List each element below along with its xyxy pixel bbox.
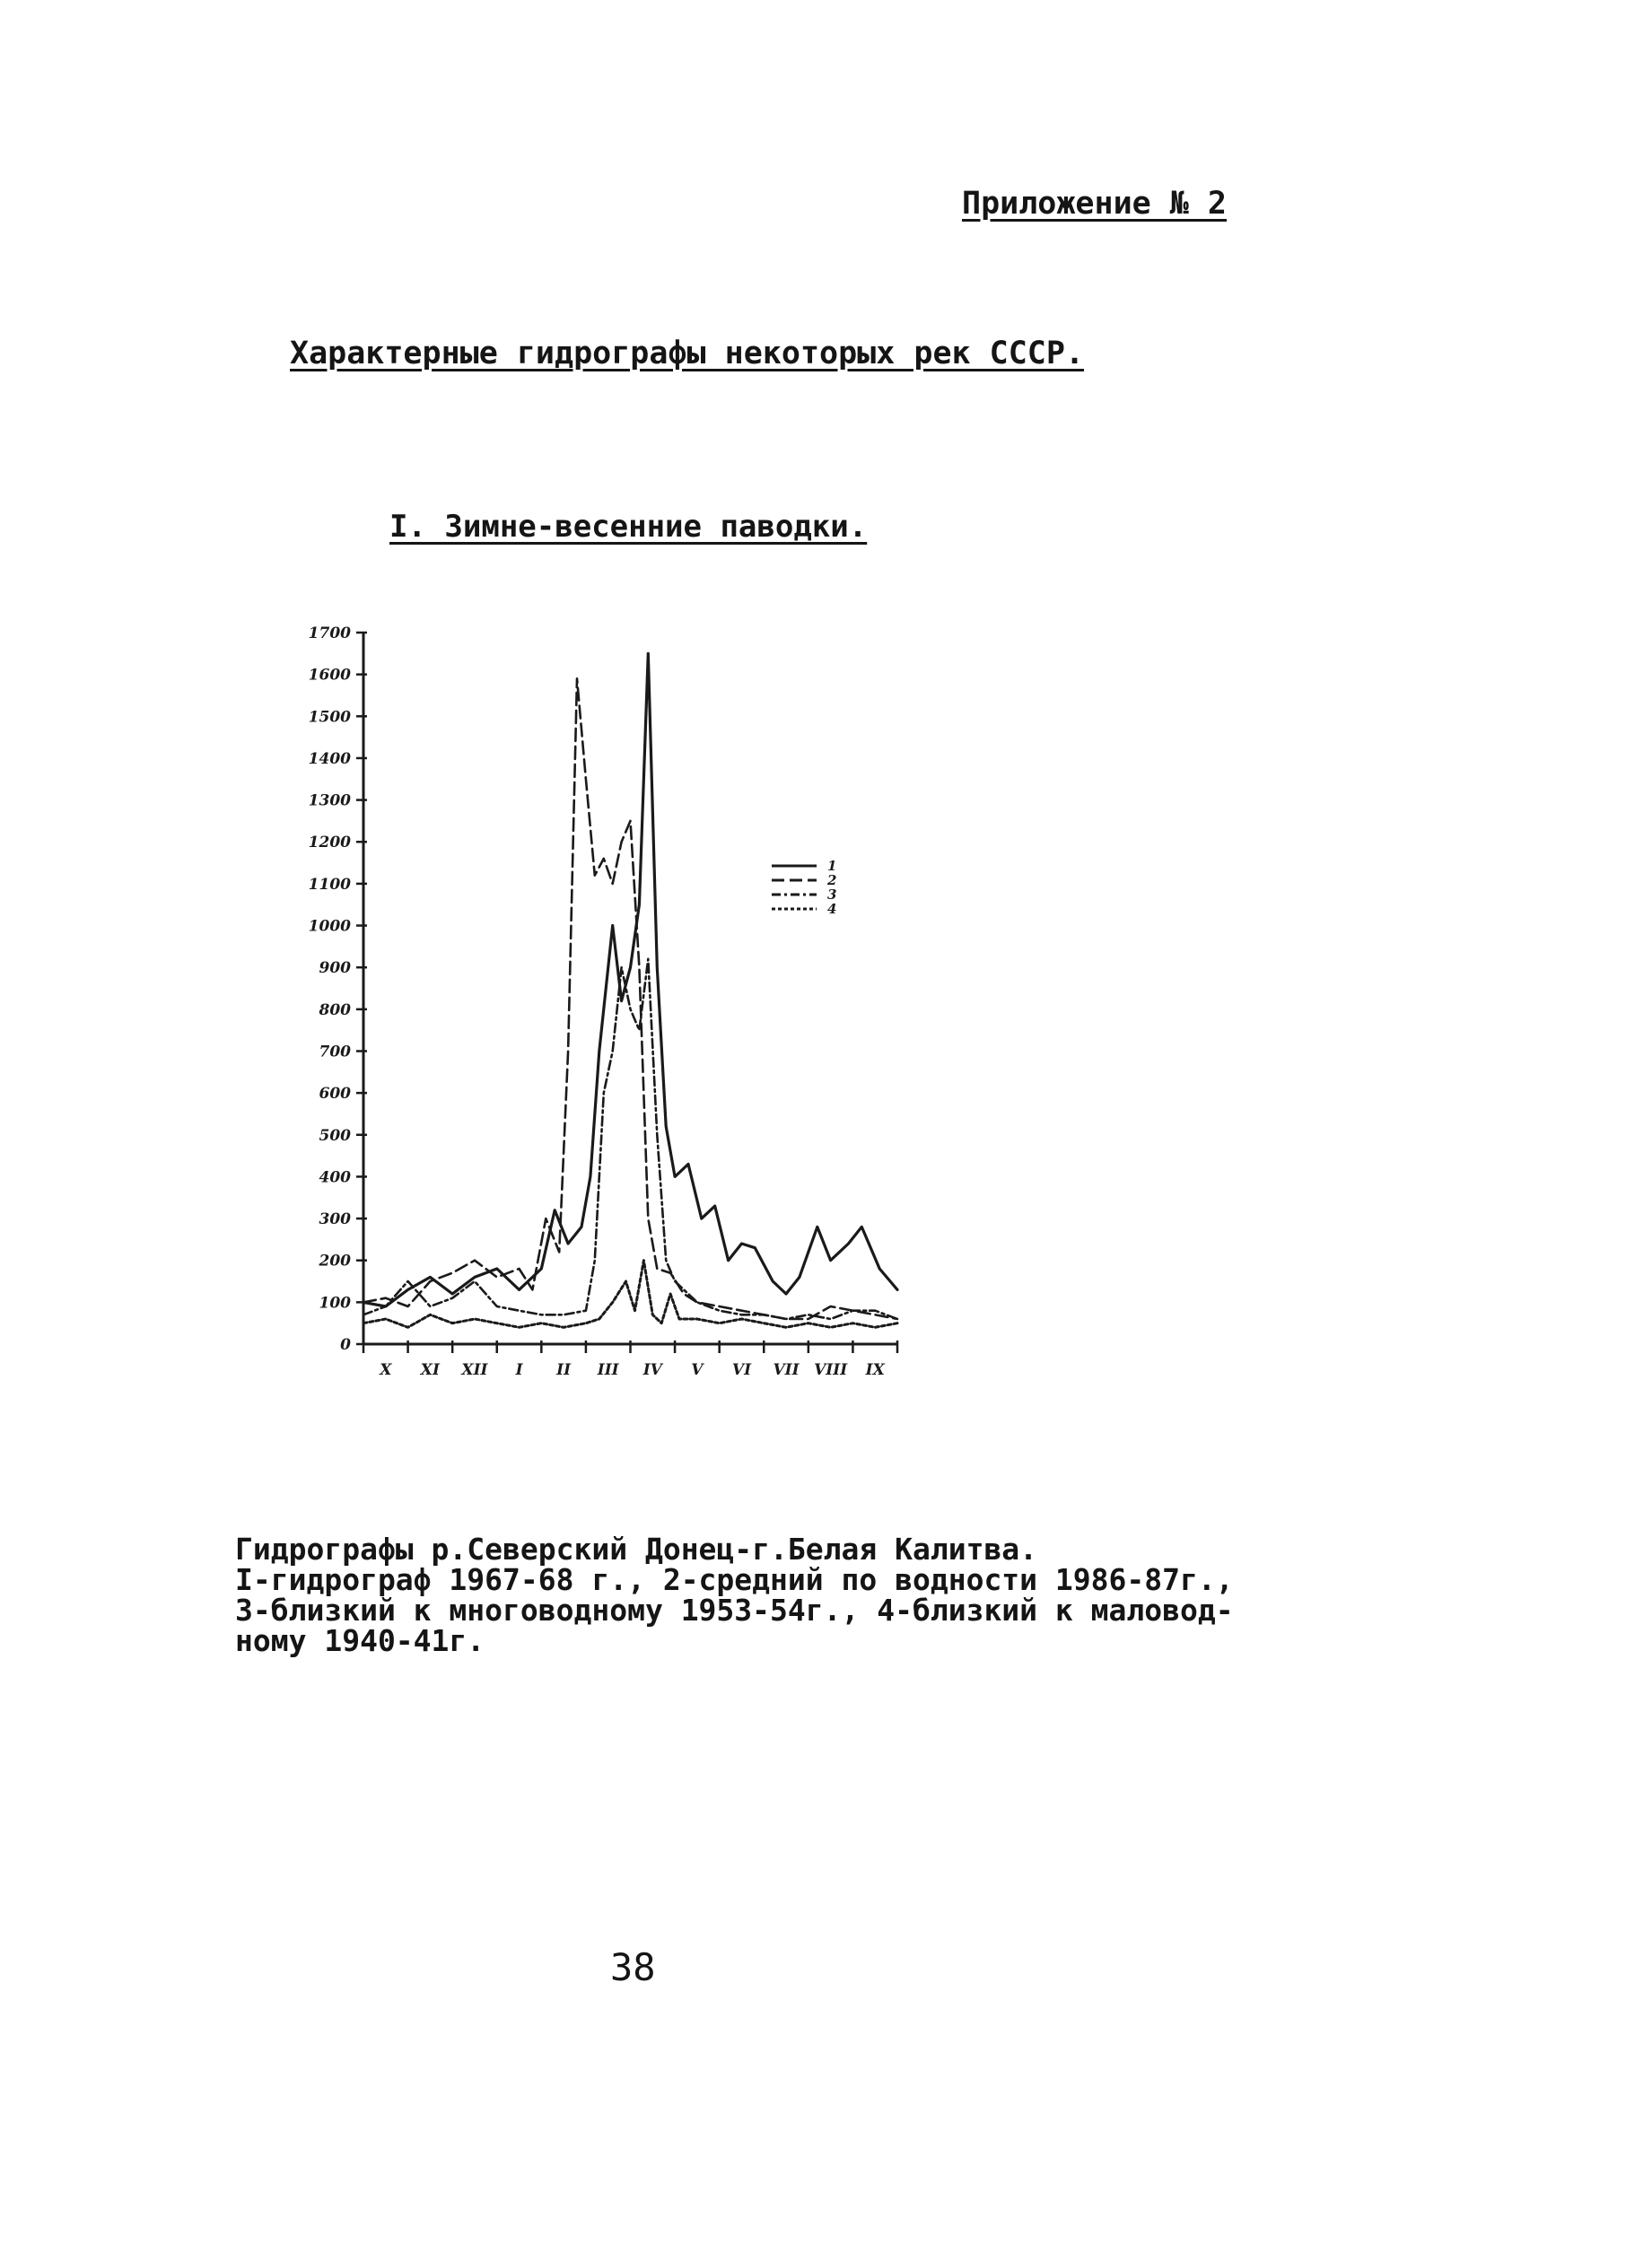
x-tick-label: II bbox=[556, 1361, 572, 1379]
caption-line: Гидрографы р.Северский Донец-г.Белая Калитва. bbox=[235, 1532, 1038, 1567]
y-tick-label: 600 bbox=[319, 1085, 351, 1104]
page-number: 38 bbox=[610, 1945, 656, 1989]
x-tick-label: III bbox=[597, 1361, 619, 1379]
y-tick-label: 500 bbox=[319, 1126, 351, 1145]
caption-line: ному 1940-41г. bbox=[235, 1623, 485, 1658]
chart-series-group bbox=[363, 653, 897, 1327]
figure-caption bbox=[235, 1534, 1348, 1656]
y-tick-label: 800 bbox=[319, 1000, 351, 1019]
y-tick-label: 1000 bbox=[308, 917, 351, 936]
x-tick-label: XI bbox=[420, 1361, 440, 1379]
x-tick-label: V bbox=[691, 1361, 704, 1379]
y-tick-label: 0 bbox=[340, 1336, 351, 1354]
y-tick-label: 1200 bbox=[308, 834, 351, 852]
y-tick-label: 700 bbox=[319, 1043, 351, 1061]
x-tick-label: VIII bbox=[814, 1361, 848, 1379]
series-line-3 bbox=[363, 959, 897, 1319]
series-line-2 bbox=[363, 678, 897, 1319]
x-tick-label: IV bbox=[642, 1361, 662, 1379]
y-tick-label: 400 bbox=[319, 1168, 351, 1187]
caption-line: I-гидрограф 1967-68 г., 2-средний по водности 1986-87г., bbox=[235, 1562, 1234, 1597]
x-tick-label: VII bbox=[773, 1361, 800, 1379]
y-tick-label: 900 bbox=[319, 959, 351, 978]
x-tick-label: XII bbox=[461, 1361, 488, 1379]
x-tick-label: VI bbox=[731, 1361, 752, 1379]
legend-label: 4 bbox=[827, 901, 837, 917]
y-tick-label: 1400 bbox=[308, 749, 351, 768]
chart-axes bbox=[309, 624, 897, 1379]
y-tick-label: 200 bbox=[319, 1252, 351, 1271]
legend-label: 2 bbox=[827, 872, 837, 888]
section-title: I. Зимне-весенние паводки. bbox=[389, 509, 868, 545]
x-tick-label: I bbox=[515, 1361, 523, 1379]
y-tick-label: 1600 bbox=[308, 666, 351, 685]
series-line-1 bbox=[363, 653, 897, 1306]
caption-line: 3-близкий к многоводному 1953-54г., 4-близкий к маловод- bbox=[235, 1593, 1234, 1628]
appendix-label: Приложение № 2 bbox=[962, 186, 1228, 222]
y-tick-label: 1500 bbox=[308, 708, 351, 727]
y-tick-label: 1700 bbox=[308, 624, 351, 642]
y-tick-label: 1100 bbox=[308, 875, 351, 894]
x-tick-label: X bbox=[380, 1361, 392, 1379]
y-tick-label: 100 bbox=[319, 1294, 351, 1313]
chart-legend bbox=[772, 858, 836, 917]
x-tick-label: IX bbox=[865, 1361, 885, 1379]
document-title: Характерные гидрографы некоторых рек СССР. bbox=[290, 336, 1085, 371]
legend-label: 1 bbox=[827, 858, 837, 874]
y-tick-label: 300 bbox=[319, 1210, 351, 1229]
legend-label: 3 bbox=[827, 886, 837, 903]
y-tick-label: 1300 bbox=[308, 791, 351, 810]
